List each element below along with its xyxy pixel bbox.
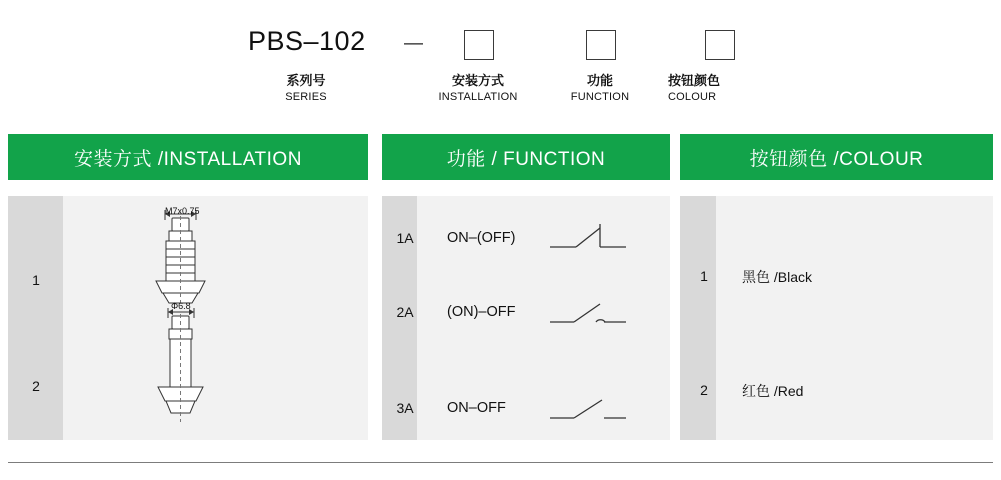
column-header-function: 功能 / FUNCTION bbox=[382, 134, 670, 180]
colour-code-2[interactable]: 2 bbox=[700, 382, 708, 398]
function-symbol-2a bbox=[548, 292, 630, 337]
function-label-2a: (ON)–OFF bbox=[447, 304, 516, 320]
part-number-header bbox=[0, 0, 1001, 124]
legend-colour-en: COLOUR bbox=[668, 90, 717, 103]
function-label-1a: ON–(OFF) bbox=[447, 230, 516, 246]
colour-code-1[interactable]: 1 bbox=[700, 268, 708, 284]
legend-colour bbox=[668, 72, 788, 104]
legend-installation-en: INSTALLATION bbox=[438, 90, 518, 103]
code-box-installation[interactable] bbox=[464, 30, 494, 60]
function-label-3a: ON–OFF bbox=[447, 400, 506, 416]
legend-function-cn: 功能 bbox=[586, 73, 613, 88]
legend-installation-cn: 安装方式 bbox=[451, 73, 504, 88]
legend-series-cn: 系列号 bbox=[286, 73, 326, 88]
function-code-3a[interactable]: 3A bbox=[396, 400, 414, 416]
installation-code-2[interactable]: 2 bbox=[32, 378, 40, 394]
column-header-colour: 按钮颜色 /COLOUR bbox=[680, 134, 993, 180]
colour-label-black: 黑色 /Black bbox=[742, 269, 813, 285]
dimension-thread-label: M7x0.75 bbox=[165, 206, 200, 216]
dash-separator: — bbox=[404, 33, 423, 54]
legend-colour-cn: 按钮颜色 bbox=[668, 73, 721, 88]
function-symbol-1a bbox=[548, 214, 630, 259]
installation-drawing bbox=[130, 200, 250, 436]
bottom-divider bbox=[8, 462, 993, 463]
switch-outline-drawing bbox=[130, 200, 250, 436]
function-code-2a[interactable]: 2A bbox=[396, 304, 414, 320]
legend-series bbox=[246, 72, 366, 104]
panel-colour-content bbox=[716, 196, 993, 440]
code-box-colour[interactable] bbox=[705, 30, 735, 60]
function-symbol-3a bbox=[548, 388, 630, 433]
code-box-function[interactable] bbox=[586, 30, 616, 60]
legend-function-en: FUNCTION bbox=[570, 90, 630, 103]
legend-series-en: SERIES bbox=[285, 90, 327, 103]
legend-function bbox=[540, 72, 660, 104]
page-title: PBS–102 bbox=[248, 26, 366, 56]
installation-code-1[interactable]: 1 bbox=[32, 272, 40, 288]
function-code-1a[interactable]: 1A bbox=[396, 230, 414, 246]
colour-label-red: 红色 /Red bbox=[742, 383, 804, 399]
dimension-diameter-label: Φ6.8 bbox=[171, 301, 191, 311]
legend-installation bbox=[418, 72, 538, 104]
column-header-installation: 安装方式 /INSTALLATION bbox=[8, 134, 368, 180]
